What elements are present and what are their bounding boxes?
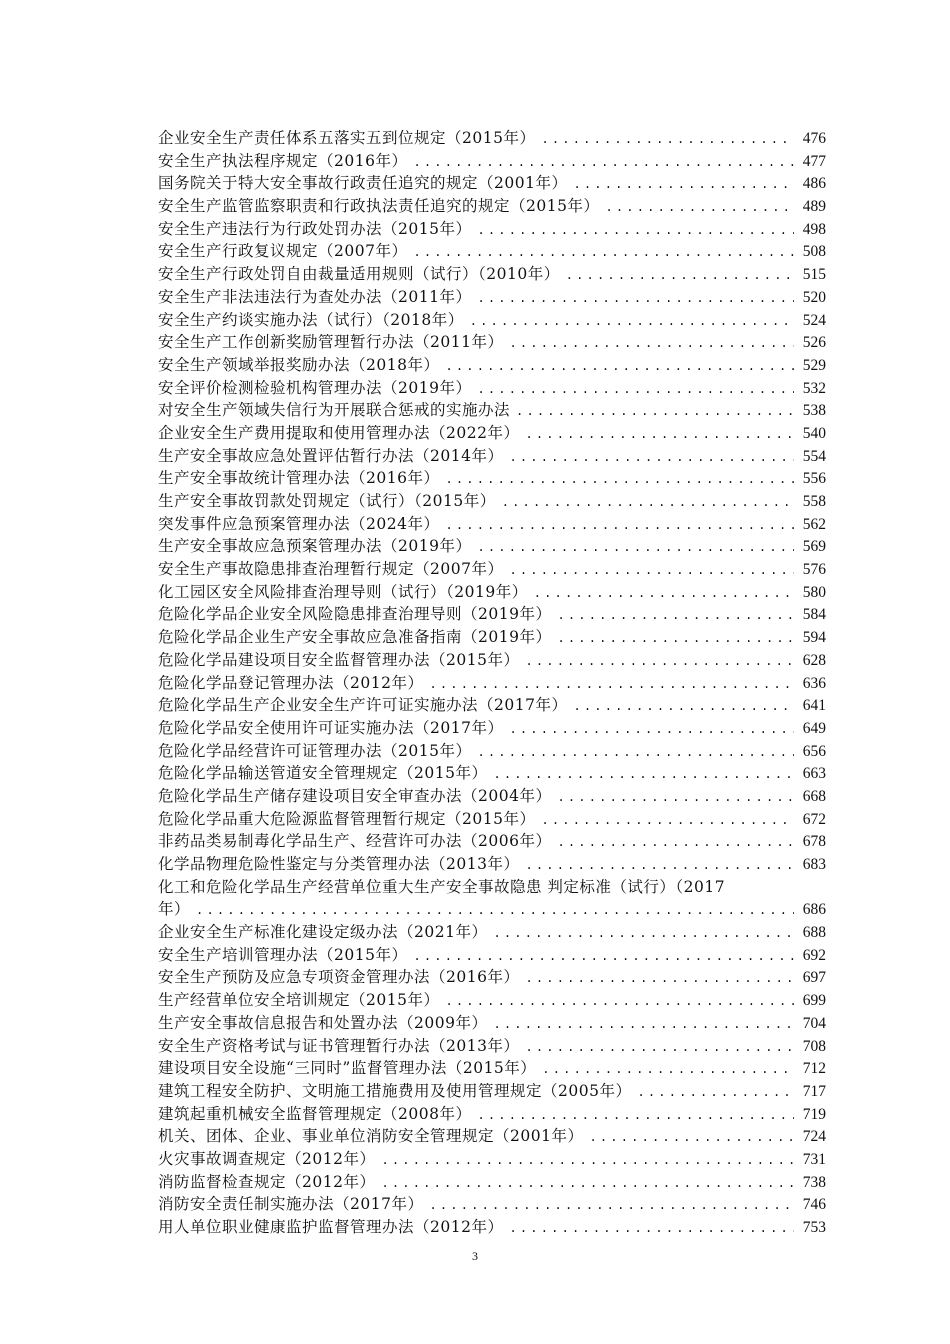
toc-entry-title: 非药品类易制毒化学品生产、经营许可办法（2006年）: [158, 832, 552, 851]
toc-entry[interactable]: [158, 717, 826, 740]
toc-entry-page: 699: [802, 992, 826, 1010]
toc-entry-title: 用人单位职业健康监护监督管理办法（2012年）: [158, 1218, 504, 1236]
toc-entry[interactable]: [158, 853, 826, 876]
toc-entry-title: 化工园区安全风险排查治理导则（试行）（2019年）: [158, 582, 528, 601]
toc-dot-leader: [445, 514, 794, 536]
toc-dot-leader: [557, 604, 794, 626]
toc-entry-title: 对安全生产领域失信行为开展联合惩戒的实施办法: [158, 401, 511, 420]
toc-dot-leader: [509, 559, 794, 581]
toc-entry-title: 生产安全事故应急预案管理办法（2019年）: [158, 537, 472, 556]
toc-entry-page: 697: [802, 969, 826, 987]
toc-entry-title: 建筑起重机械安全监督管理规定（2008年）: [158, 1104, 472, 1123]
toc-entry-title: 安全评价检测检验机构管理办法（2019年）: [158, 378, 472, 397]
toc-entry-page: 678: [802, 833, 826, 851]
toc-entry-title: 危险化学品安全使用许可证实施办法（2017年）: [158, 718, 504, 737]
toc-entry[interactable]: [158, 1125, 826, 1148]
toc-entry-page: 719: [802, 1105, 826, 1123]
toc-entry[interactable]: [158, 876, 826, 899]
toc-dot-leader: [477, 1104, 794, 1126]
toc-entry-title: 企业安全生产责任体系五落实五到位规定（2015年）: [158, 129, 536, 147]
toc-entry-page: 476: [802, 130, 826, 147]
toc-entry-title: 安全生产工作创新奖励管理暂行办法（2011年）: [158, 333, 504, 352]
toc-entry[interactable]: [158, 218, 826, 241]
toc-entry[interactable]: [158, 921, 826, 944]
toc-entry-page: 508: [802, 243, 826, 261]
toc-entry-page: 688: [802, 924, 826, 942]
toc-entry-page: 672: [802, 810, 826, 828]
toc-entry-title: 生产安全事故信息报告和处置办法（2009年）: [158, 1013, 488, 1032]
toc-entry-title: 危险化学品企业生产安全事故应急准备指南（2019年）: [158, 628, 552, 647]
toc-entry[interactable]: [158, 377, 826, 400]
toc-entry[interactable]: [158, 581, 826, 604]
toc-entry[interactable]: [158, 603, 826, 626]
toc-dot-leader: [525, 967, 794, 989]
toc-dot-leader: [429, 1194, 794, 1216]
toc-entry-page: 498: [802, 220, 826, 238]
toc-dot-leader: [541, 128, 794, 150]
toc-entry-page: 668: [802, 787, 826, 805]
toc-entry-page: 738: [802, 1173, 826, 1191]
toc-entry[interactable]: [158, 309, 826, 332]
toc-dot-leader: [445, 990, 794, 1012]
toc-entry-title: 危险化学品登记管理办法（2012年）: [158, 673, 424, 692]
toc-entry-title: 建筑工程安全防护、文明施工措施费用及使用管理规定（2005年）: [158, 1081, 632, 1100]
toc-entry[interactable]: [158, 1057, 826, 1080]
toc-entry-title: 生产安全事故应急处置评估暂行办法（2014年）: [158, 446, 504, 465]
toc-entry[interactable]: [158, 172, 826, 195]
toc-entry-title: 安全生产预防及应急专项资金管理办法（2016年）: [158, 968, 520, 987]
toc-dot-leader: [637, 1081, 794, 1103]
toc-dot-leader: [493, 763, 794, 785]
toc-dot-leader: [413, 945, 794, 967]
toc-dot-leader: [557, 786, 794, 808]
toc-entry-title: 消防安全责任制实施办法（2017年）: [158, 1195, 424, 1214]
toc-entry-title: 危险化学品企业安全风险隐患排查治理导则（2019年）: [158, 605, 552, 624]
toc-entry-page: 558: [802, 493, 826, 510]
toc-entry-page: 576: [802, 561, 826, 579]
toc-entry-page: 704: [802, 1014, 826, 1032]
toc-entry-title: 年）: [158, 900, 191, 919]
toc-entry-title: 危险化学品建设项目安全监督管理办法（2015年）: [158, 650, 520, 669]
toc-entry-title: 危险化学品重大危险源监督管理暂行规定（2015年）: [158, 809, 536, 828]
toc-entry-title: 安全生产资格考试与证书管理暂行办法（2013年）: [158, 1036, 520, 1055]
toc-entry[interactable]: [158, 1080, 826, 1103]
toc-dot-leader: [381, 1172, 794, 1194]
toc-entry-title: 安全生产培训管理办法（2015年）: [158, 945, 408, 964]
toc-dot-leader: [509, 332, 794, 354]
toc-entry-title: 消防监督检查规定（2012年）: [158, 1172, 376, 1191]
toc-entry-title: 化学品物理危险性鉴定与分类管理办法（2013年）: [158, 855, 520, 873]
toc-entry-page: 486: [802, 175, 826, 193]
toc-entry-page: 477: [802, 152, 826, 170]
toc-entry[interactable]: [158, 1012, 826, 1035]
toc-entry-page: 683: [802, 856, 826, 873]
toc-entry[interactable]: [158, 1193, 826, 1216]
toc-entry[interactable]: [158, 513, 826, 536]
toc-entry[interactable]: [158, 467, 826, 490]
toc-entry-page: 649: [802, 719, 826, 737]
toc-entry-title: 危险化学品生产企业安全生产许可证实施办法（2017年）: [158, 696, 568, 715]
toc-entry[interactable]: [158, 808, 826, 831]
toc-entry-page: 526: [802, 334, 826, 352]
toc-entry[interactable]: [158, 240, 826, 263]
toc-entry-title: 安全生产行政处罚自由裁量适用规则（试行）（2010年）: [158, 265, 560, 284]
toc-dot-leader: [525, 423, 794, 445]
toc-entry[interactable]: [158, 195, 826, 218]
toc-dot-leader: [413, 151, 794, 173]
toc-entry-page: 686: [802, 901, 826, 919]
toc-entry-page: 524: [802, 311, 826, 329]
toc-dot-leader: [493, 922, 794, 944]
table-of-contents: [158, 127, 826, 1239]
toc-entry-page: 717: [802, 1082, 826, 1100]
toc-entry[interactable]: [158, 762, 826, 785]
toc-dot-leader: [557, 831, 794, 853]
toc-entry-title: 危险化学品经营许可证管理办法（2015年）: [158, 741, 472, 760]
toc-entry-page: 708: [802, 1037, 826, 1055]
toc-entry-title: 安全生产违法行为行政处罚办法（2015年）: [158, 219, 472, 238]
toc-dot-leader: [413, 241, 794, 263]
toc-entry[interactable]: [158, 558, 826, 581]
toc-entry[interactable]: [158, 354, 826, 377]
toc-dot-leader: [589, 1126, 794, 1148]
toc-dot-leader: [573, 173, 794, 195]
toc-dot-leader: [509, 1217, 794, 1239]
toc-entry[interactable]: [158, 127, 826, 150]
toc-dot-leader: [196, 899, 794, 921]
toc-entry[interactable]: [158, 1171, 826, 1194]
toc-entry-title: 危险化学品生产储存建设项目安全审查办法（2004年）: [158, 786, 552, 805]
toc-dot-leader: [525, 854, 794, 876]
toc-entry[interactable]: [158, 263, 826, 286]
toc-entry-page: 712: [802, 1060, 826, 1078]
toc-entry[interactable]: [158, 445, 826, 468]
toc-entry[interactable]: [158, 649, 826, 672]
toc-entry-title: 安全生产领域举报奖励办法（2018年）: [158, 355, 440, 374]
toc-entry-page: 538: [802, 402, 826, 420]
toc-entry[interactable]: [158, 331, 826, 354]
toc-entry-title: 企业安全生产费用提取和使用管理办法（2022年）: [158, 423, 520, 442]
toc-entry-title: 安全生产非法违法行为查处办法（2011年）: [158, 287, 472, 306]
toc-entry-title: 生产安全事故统计管理办法（2016年）: [158, 469, 440, 488]
toc-dot-leader: [509, 718, 794, 740]
toc-entry[interactable]: [158, 490, 826, 513]
toc-entry[interactable]: [158, 286, 826, 309]
toc-entry-page: 753: [802, 1219, 826, 1236]
toc-entry-title: 火灾事故调查规定（2012年）: [158, 1149, 376, 1168]
toc-entry-title: 安全生产约谈实施办法（试行）（2018年）: [158, 310, 464, 329]
toc-dot-leader: [477, 219, 794, 241]
toc-entry-page: 540: [802, 424, 826, 442]
toc-entry[interactable]: [158, 672, 826, 695]
toc-entry[interactable]: [158, 944, 826, 967]
toc-dot-leader: [542, 1058, 794, 1080]
toc-entry-page: 594: [802, 629, 826, 647]
toc-dot-leader: [477, 741, 794, 763]
toc-dot-leader: [605, 196, 794, 218]
toc-dot-leader: [477, 287, 794, 309]
toc-entry-page: 520: [802, 288, 826, 306]
toc-entry[interactable]: [158, 1216, 826, 1239]
toc-entry-page: 532: [802, 379, 826, 397]
toc-dot-leader: [516, 400, 794, 422]
toc-entry[interactable]: [158, 830, 826, 853]
toc-entry[interactable]: [158, 898, 826, 921]
toc-entry[interactable]: [158, 1103, 826, 1126]
toc-dot-leader: [502, 491, 794, 513]
toc-entry[interactable]: [158, 1035, 826, 1058]
toc-dot-leader: [509, 446, 794, 468]
toc-entry-title: 生产安全事故罚款处罚规定（试行）（2015年）: [158, 492, 496, 510]
toc-entry-page: 656: [802, 742, 826, 760]
toc-entry[interactable]: [158, 785, 826, 808]
toc-entry-page: 731: [802, 1150, 826, 1168]
toc-entry-page: 489: [802, 198, 826, 216]
toc-entry[interactable]: [158, 1148, 826, 1171]
toc-entry-page: 529: [802, 356, 826, 374]
toc-entry-page: 724: [802, 1128, 826, 1146]
toc-entry-page: 556: [802, 470, 826, 488]
toc-entry-title: 企业安全生产标准化建设定级办法（2021年）: [158, 923, 488, 942]
toc-entry-page: 569: [802, 538, 826, 556]
toc-entry-title: 安全生产事故隐患排查治理暂行规定（2007年）: [158, 560, 504, 579]
toc-entry-page: 562: [802, 515, 826, 533]
toc-entry-title: 化工和危险化学品生产经营单位重大生产安全事故隐患 判定标准（试行）（2017: [158, 877, 726, 896]
toc-dot-leader: [557, 627, 794, 649]
toc-entry[interactable]: [158, 626, 826, 649]
toc-entry-title: 安全生产执法程序规定（2016年）: [158, 151, 408, 170]
toc-entry-page: 580: [802, 583, 826, 601]
toc-entry[interactable]: [158, 399, 826, 422]
toc-dot-leader: [541, 809, 794, 831]
toc-entry[interactable]: [158, 966, 826, 989]
toc-dot-leader: [534, 582, 794, 604]
toc-dot-leader: [525, 650, 794, 672]
toc-entry-page: 584: [802, 606, 826, 624]
toc-dot-leader: [470, 310, 794, 332]
toc-entry-page: 663: [802, 765, 826, 783]
toc-entry-page: 636: [802, 674, 826, 692]
toc-dot-leader: [566, 264, 794, 286]
toc-entry[interactable]: [158, 422, 826, 445]
toc-entry[interactable]: [158, 989, 826, 1012]
toc-entry-title: 安全生产监管监察职责和行政执法责任追究的规定（2015年）: [158, 197, 600, 216]
toc-entry-page: 746: [802, 1196, 826, 1214]
toc-entry-page: 628: [802, 651, 826, 669]
toc-entry-title: 生产经营单位安全培训规定（2015年）: [158, 991, 440, 1010]
toc-entry-title: 建设项目安全设施“三同时”监督管理办法（2015年）: [158, 1059, 537, 1078]
toc-dot-leader: [429, 673, 794, 695]
toc-entry[interactable]: [158, 740, 826, 763]
toc-entry-page: 641: [802, 697, 826, 715]
toc-entry-title: 机关、团体、企业、事业单位消防安全管理规定（2001年）: [158, 1127, 584, 1146]
toc-entry[interactable]: [158, 694, 826, 717]
toc-dot-leader: [381, 1149, 794, 1171]
toc-entry-title: 国务院关于特大安全事故行政责任追究的规定（2001年）: [158, 174, 568, 193]
toc-entry-page: 692: [802, 946, 826, 964]
toc-dot-leader: [493, 1013, 794, 1035]
toc-dot-leader: [445, 468, 794, 490]
page-number: 3: [472, 1249, 478, 1263]
toc-entry-title: 突发事件应急预案管理办法（2024年）: [158, 514, 440, 533]
toc-entry-page: 554: [802, 447, 826, 465]
toc-dot-leader: [445, 355, 794, 377]
toc-dot-leader: [477, 378, 794, 400]
toc-entry-title: 危险化学品输送管道安全管理规定（2015年）: [158, 764, 488, 783]
toc-entry-title: 安全生产行政复议规定（2007年）: [158, 242, 408, 261]
toc-entry-page: 515: [802, 266, 826, 284]
toc-dot-leader: [573, 695, 794, 717]
toc-entry[interactable]: [158, 535, 826, 558]
toc-dot-leader: [525, 1036, 794, 1058]
toc-dot-leader: [477, 536, 794, 558]
toc-entry[interactable]: [158, 150, 826, 173]
